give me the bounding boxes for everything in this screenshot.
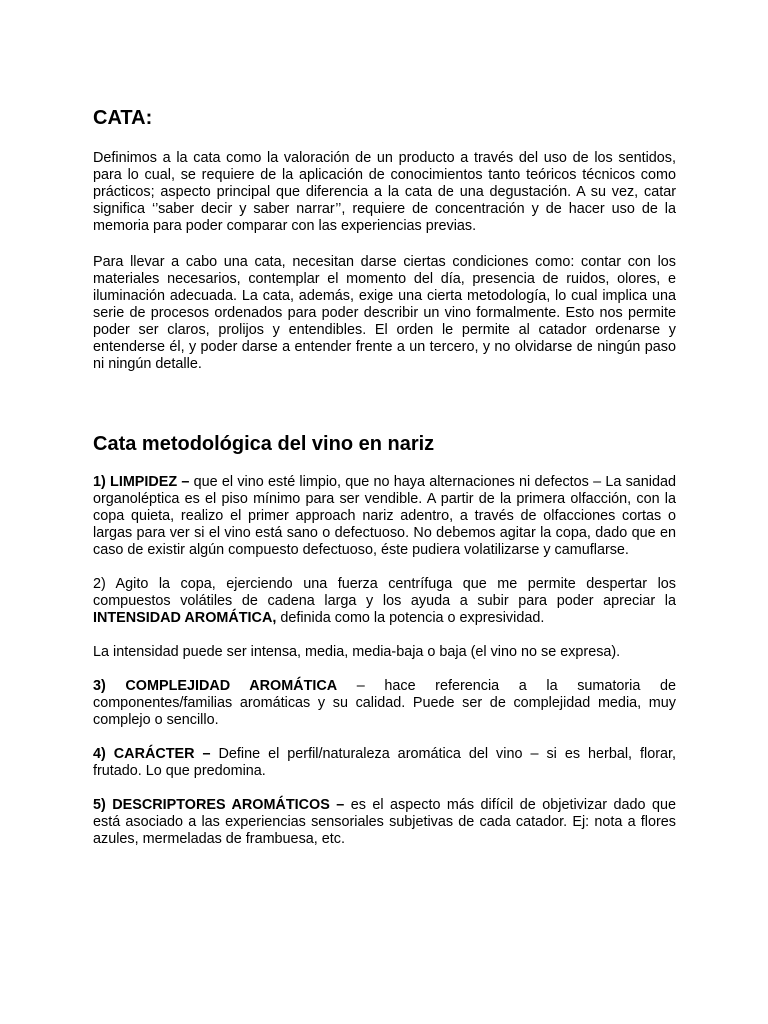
- section-title: Cata metodológica del vino en nariz: [93, 433, 435, 455]
- conditions-paragraph: Para llevar a cabo una cata, necesitan darse ciertas condiciones como: contar con los materiales necesarios, contemplar el momento del día, presencia de ruidos, olores, e iluminación adecuada. La cata, además, exige una cierta metodología, lo cual implica una serie de procesos ordenados para poder describir un vino formalmente. Esto nos permite poder ser claros, prolijos y entendibles. El orden le permite al catador ordenarse y entenderse él, y poder darse a entender frente a un tercero, y no olvidarse de ningún paso ni ningún detalle.: [93, 254, 676, 372]
- item-limpidez: [93, 474, 676, 559]
- item-intensidad-text-a: 2) Agito la copa, ejerciendo una fuerza centrífuga que me permite despertar los compuestos volátiles de cadena larga y los ayuda a subir para poder apreciar la: [93, 576, 676, 609]
- intro-paragraph: Definimos a la cata como la valoración de un producto a través del uso de los sentidos, para lo cual, se requiere de la aplicación de conocimientos tanto teóricos técnicos como prácticos; aspecto principal que diferencia a la cata de una degustación. A su vez, catar significa ‘’saber decir y saber narrar’’, requiere de concentración y de hacer uso de la memoria para poder comparar con las experiencias previas.: [93, 150, 676, 234]
- document-title: CATA:: [93, 107, 153, 129]
- item-intensidad-text-b: definida como la potencia o expresividad.: [276, 610, 545, 626]
- item-intensidad: [93, 576, 676, 627]
- item-descriptores-label: 5) DESCRIPTORES AROMÁTICOS –: [93, 797, 345, 813]
- item-limpidez-text: que el vino esté limpio, que no haya alternaciones ni defectos – La sanidad organoléptica es el piso mínimo para ser vendible. A partir de la primera olfacción, con la copa quieta, realizo el primer approach nariz adentro, a través de olfacciones cortas o largas para ver si el vino está sano o defectuoso. No debemos agitar la copa, dado que en caso de existir algún compuesto defectuoso, éste pudiera volatilizarse y camuflarse.: [93, 474, 676, 558]
- item-descriptores: [93, 797, 676, 848]
- item-intensidad-label: INTENSIDAD AROMÁTICA,: [93, 610, 277, 626]
- item-complejidad: [93, 678, 676, 729]
- item-descriptores-text: es el aspecto más difícil de objetivizar dado que está asociado a las experiencias sensoriales subjetivas de cada catador. Ej: nota a flores azules, mermeladas de frambuesa, etc.: [93, 797, 677, 847]
- item-complejidad-label: 3) COMPLEJIDAD AROMÁTICA: [93, 678, 338, 694]
- intensity-levels-paragraph: La intensidad puede ser intensa, media, media-baja o baja (el vino no se expresa).: [93, 644, 621, 660]
- item-caracter: [93, 746, 676, 780]
- item-limpidez-label: 1) LIMPIDEZ –: [93, 474, 190, 490]
- document-page: [93, 106, 676, 848]
- item-complejidad-text: – hace referencia a la sumatoria de componentes/familias aromáticas y su calidad. Puede ser de complejidad media, muy complejo o sencillo.: [93, 678, 676, 728]
- item-caracter-label: 4) CARÁCTER –: [93, 746, 211, 762]
- item-caracter-text: Define el perfil/naturaleza aromática del vino – si es herbal, florar, frutado. Lo que predomina.: [93, 746, 676, 779]
